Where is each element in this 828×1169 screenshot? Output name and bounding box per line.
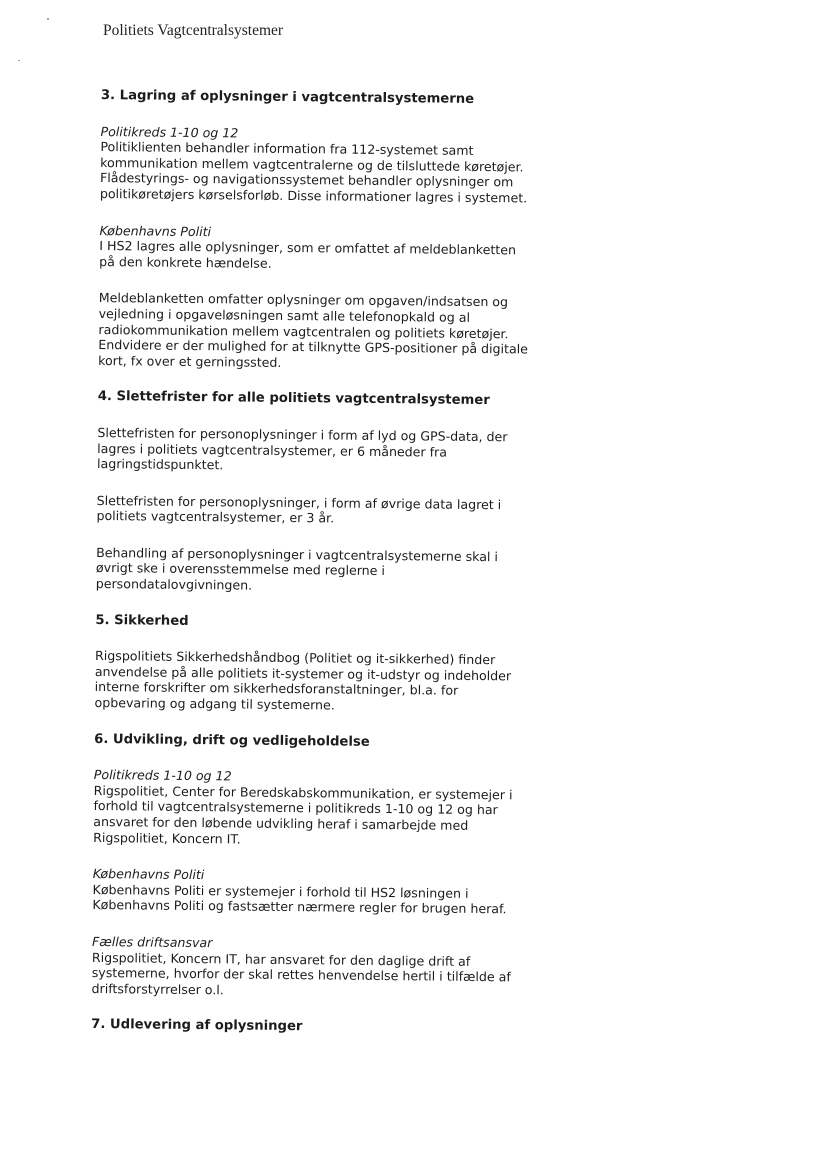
text-line: systemerne, hvorfor der skal rettes henvendelse hertil i tilfælde af [91, 965, 511, 985]
text-line: lagringstidspunktet. [96, 456, 224, 473]
text-line: Politiklienten behandler information fra 112-systemet samt [100, 139, 474, 159]
text-line: politiets vagtcentralsystemer, er 3 år. [96, 508, 335, 526]
text-line: persondatalovgivningen. [95, 576, 253, 593]
text-line: I HS2 lagres alle oplysninger, som er omfattet af meldeblanketten [99, 238, 517, 258]
section-5-paragraph-1 [94, 648, 575, 715]
section-7-heading: 7. Udlevering af oplysninger [91, 1017, 303, 1035]
document-body [91, 88, 581, 1058]
text-line: driftsforstyrrelser o.l. [91, 980, 224, 998]
text-line: radiokommunikation mellem vagtcentralen og politiets køretøjer. [98, 321, 509, 341]
section-4-paragraph-2 [96, 493, 576, 529]
text-line: Københavns Politi er systemejer i forhold til HS2 løsningen i [92, 881, 469, 901]
text-line: opbevaring og adgang til systemerne. [94, 694, 335, 713]
section-3-paragraph-2 [99, 238, 579, 274]
text-line: Rigspolitiets Sikkerhedshåndbog (Politiet og it-sikkerhed) finder [94, 648, 496, 668]
scan-speck [18, 60, 20, 61]
text-line: Rigspolitiet, Center for Beredskabskommunikation, er systemejer i [93, 782, 513, 803]
text-line: Meldeblanketten omfatter oplysninger om opgaven/indsatsen og [98, 290, 509, 310]
text-line: på den konkrete hændelse. [99, 253, 272, 271]
section-3-paragraph-1 [100, 139, 581, 206]
text-line: øvrigt ske i overensstemmelse med reglerne i [95, 560, 386, 579]
section-3-subheading-kreds: Politikreds 1-10 og 12 [100, 123, 239, 141]
text-line: vejledning i opgaveløsningen samt alle telefonopkald og al [98, 305, 471, 325]
section-3-subheading-kbh: Københavns Politi [99, 222, 212, 239]
section-4-heading: 4. Slettefrister for alle politiets vagtcentralsystemer [97, 389, 490, 409]
text-line: forhold til vagtcentralsystemerne i politikreds 1-10 og 12 og har [93, 798, 498, 818]
section-4-paragraph-1 [97, 425, 577, 477]
text-line: Slettefristen for personoplysninger i form af lyd og GPS-data, der [97, 424, 508, 445]
text-line: kort, fx over et gerningssted. [98, 352, 282, 370]
text-line: Rigspolitiet, Koncern IT, har ansvaret for den daglige drift af [91, 949, 471, 969]
text-line: kommunikation mellem vagtcentralerne og de tilsluttede køretøjer. [100, 154, 524, 175]
text-line: politikøretøjers kørselsforløb. Disse informationer lagres i systemet. [99, 185, 528, 206]
page-header-title: Politiets Vagtcentralsystemer [103, 22, 284, 39]
section-6-paragraph-3 [91, 950, 571, 1002]
section-6-paragraph-1 [93, 783, 574, 850]
text-line: ansvaret for den løbende udvikling heraf i samarbejde med [93, 813, 469, 833]
section-6-subheading-faelles: Fælles driftsansvar [91, 933, 213, 951]
text-line: Rigspolitiet, Koncern IT. [93, 829, 241, 847]
section-3-paragraph-3 [98, 290, 579, 373]
section-6-subheading-kbh: Københavns Politi [92, 866, 205, 883]
text-line: Behandling af personoplysninger i vagtcentralsystemerne skal i [96, 544, 499, 565]
text-line: Slettefristen for personoplysninger, i form af øvrige data lagret i [96, 492, 502, 512]
text-line: lagres i politiets vagtcentralsystemer, er 6 måneder fra [97, 440, 448, 460]
text-line: Flådestyrings- og navigationssystemet behandler oplysninger om [99, 170, 514, 190]
section-4-paragraph-3 [96, 545, 576, 597]
scan-speck [47, 18, 49, 20]
section-6-paragraph-2 [92, 882, 572, 918]
text-line: anvendelse på alle politiets it-systemer og it-udstyr og indeholder [94, 663, 512, 684]
text-line: Københavns Politi og fastsætter nærmere regler for brugen heraf. [92, 897, 507, 917]
section-6-subheading-kreds: Politikreds 1-10 og 12 [93, 767, 232, 784]
text-line: interne forskrifter om sikkerhedsforanstaltninger, bl.a. for [94, 679, 459, 699]
section-3-heading: 3. Lagring af oplysninger i vagtcentralsystemerne [100, 88, 475, 107]
text-line: Endvidere er der mulighed for at tilknytte GPS-positioner på digitale [98, 337, 529, 357]
section-5-heading: 5. Sikkerhed [95, 612, 189, 629]
section-6-heading: 6. Udvikling, drift og vedligeholdelse [94, 731, 370, 750]
